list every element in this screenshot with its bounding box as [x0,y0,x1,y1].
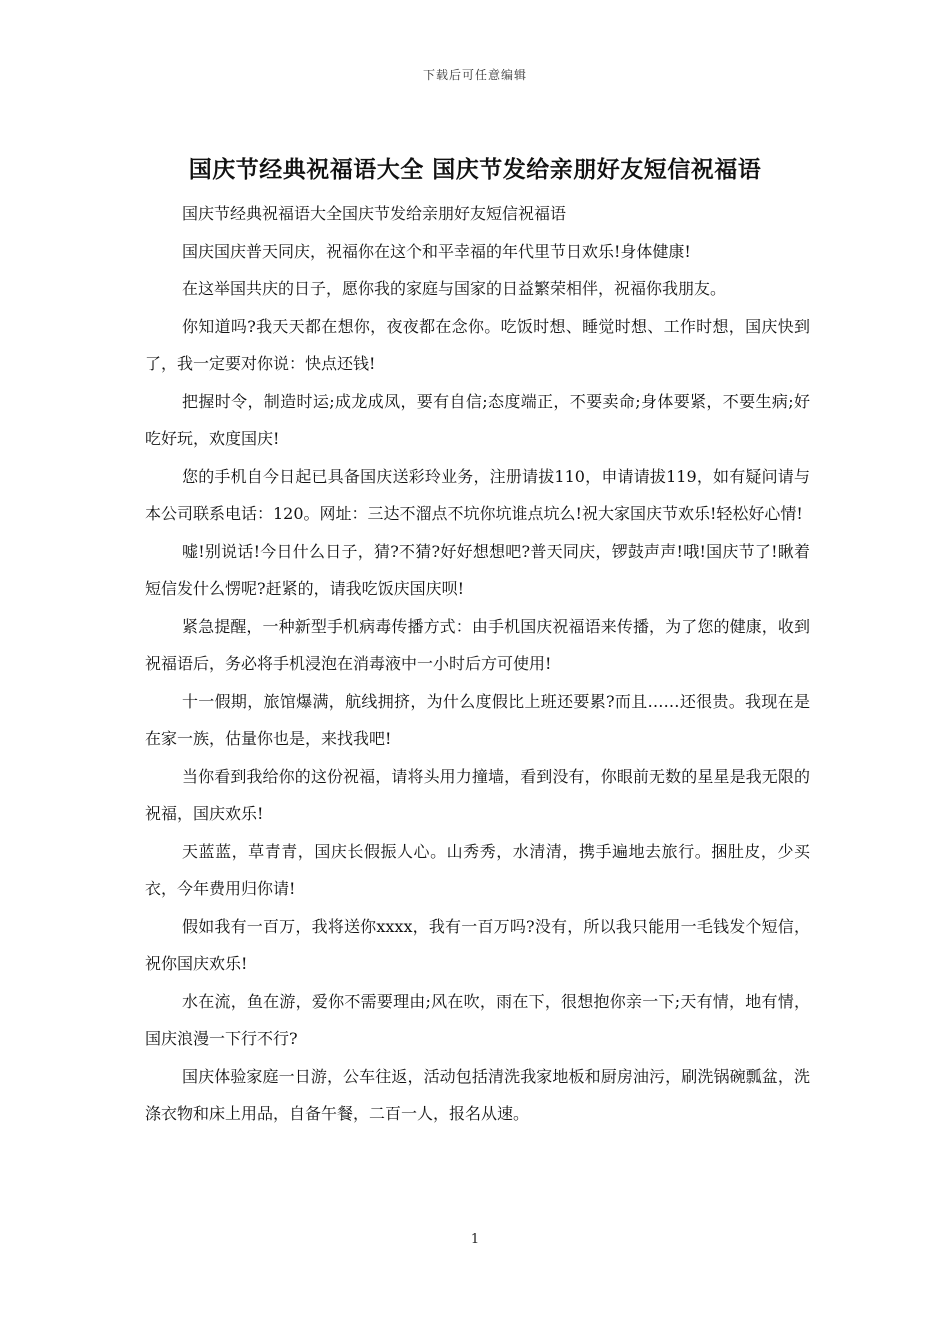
document-body [145,195,810,1133]
paragraph: 天蓝蓝，草青青，国庆长假振人心。山秀秀，水清清，携手遍地去旅行。捆肚皮，少买衣，今年费用归你请! [145,841,810,898]
paragraph: 国庆体验家庭一日游，公车往返，活动包括清洗我家地板和厨房油污，刷洗锅碗瓢盆，洗涤衣物和床上用品，自备午餐，二百一人，报名从速。 [145,1066,810,1123]
paragraph: 国庆国庆普天同庆，祝福你在这个和平幸福的年代里节日欢乐!身体健康! [182,241,691,261]
paragraph: 你知道吗?我天天都在想你，夜夜都在念你。吃饭时想、睡觉时想、工作时想，国庆快到了，我一定要对你说：快点还钱! [145,316,810,373]
document-title: 国庆节经典祝福语大全 国庆节发给亲朋好友短信祝福语 [188,156,762,183]
paragraph: 紧急提醒，一种新型手机病毒传播方式：由手机国庆祝福语来传播，为了您的健康，收到祝福语后，务必将手机浸泡在消毒液中一小时后方可使用! [145,616,810,673]
paragraph: 把握时令，制造时运;成龙成凤，要有自信;态度端正，不要卖命;身体要紧，不要生病;好吃好玩，欢度国庆! [145,391,810,448]
paragraph: 当你看到我给你的这份祝福，请将头用力撞墙，看到没有，你眼前无数的星星是我无限的祝福，国庆欢乐! [145,766,810,823]
page-number: 1 [470,1232,480,1247]
paragraph: 水在流，鱼在游，爱你不需要理由;风在吹，雨在下，很想抱你亲一下;天有情，地有情，国庆浪漫一下行不行? [145,991,810,1048]
paragraph: 在这举国共庆的日子，愿你我的家庭与国家的日益繁荣相伴，祝福你我朋友。 [182,279,727,298]
paragraph: 国庆节经典祝福语大全国庆节发给亲朋好友短信祝福语 [182,204,567,223]
paragraph: 嘘!别说话!今日什么日子，猜?不猜?好好想想吧?普天同庆，锣鼓声声!哦!国庆节了!瞅着短信发什么愣呢?赶紧的，请我吃饭庆国庆呗! [145,541,810,598]
header-note: 下载后可任意编辑 [422,68,527,82]
paragraph: 十一假期，旅馆爆满，航线拥挤，为什么度假比上班还要累?而且……还很贵。我现在是在家一族，估量你也是，来找我吧! [145,691,810,748]
paragraph: 假如我有一百万，我将送你xxxx，我有一百万吗?没有，所以我只能用一毛钱发个短信，祝你国庆欢乐! [145,916,810,973]
paragraph: 您的手机自今日起已具备国庆送彩玲业务，注册请拔110，申请请拔119，如有疑问请与本公司联系电话：120。网址：三达不溜点不坑你坑谁点坑么!祝大家国庆节欢乐!轻松好心情! [145,466,810,523]
